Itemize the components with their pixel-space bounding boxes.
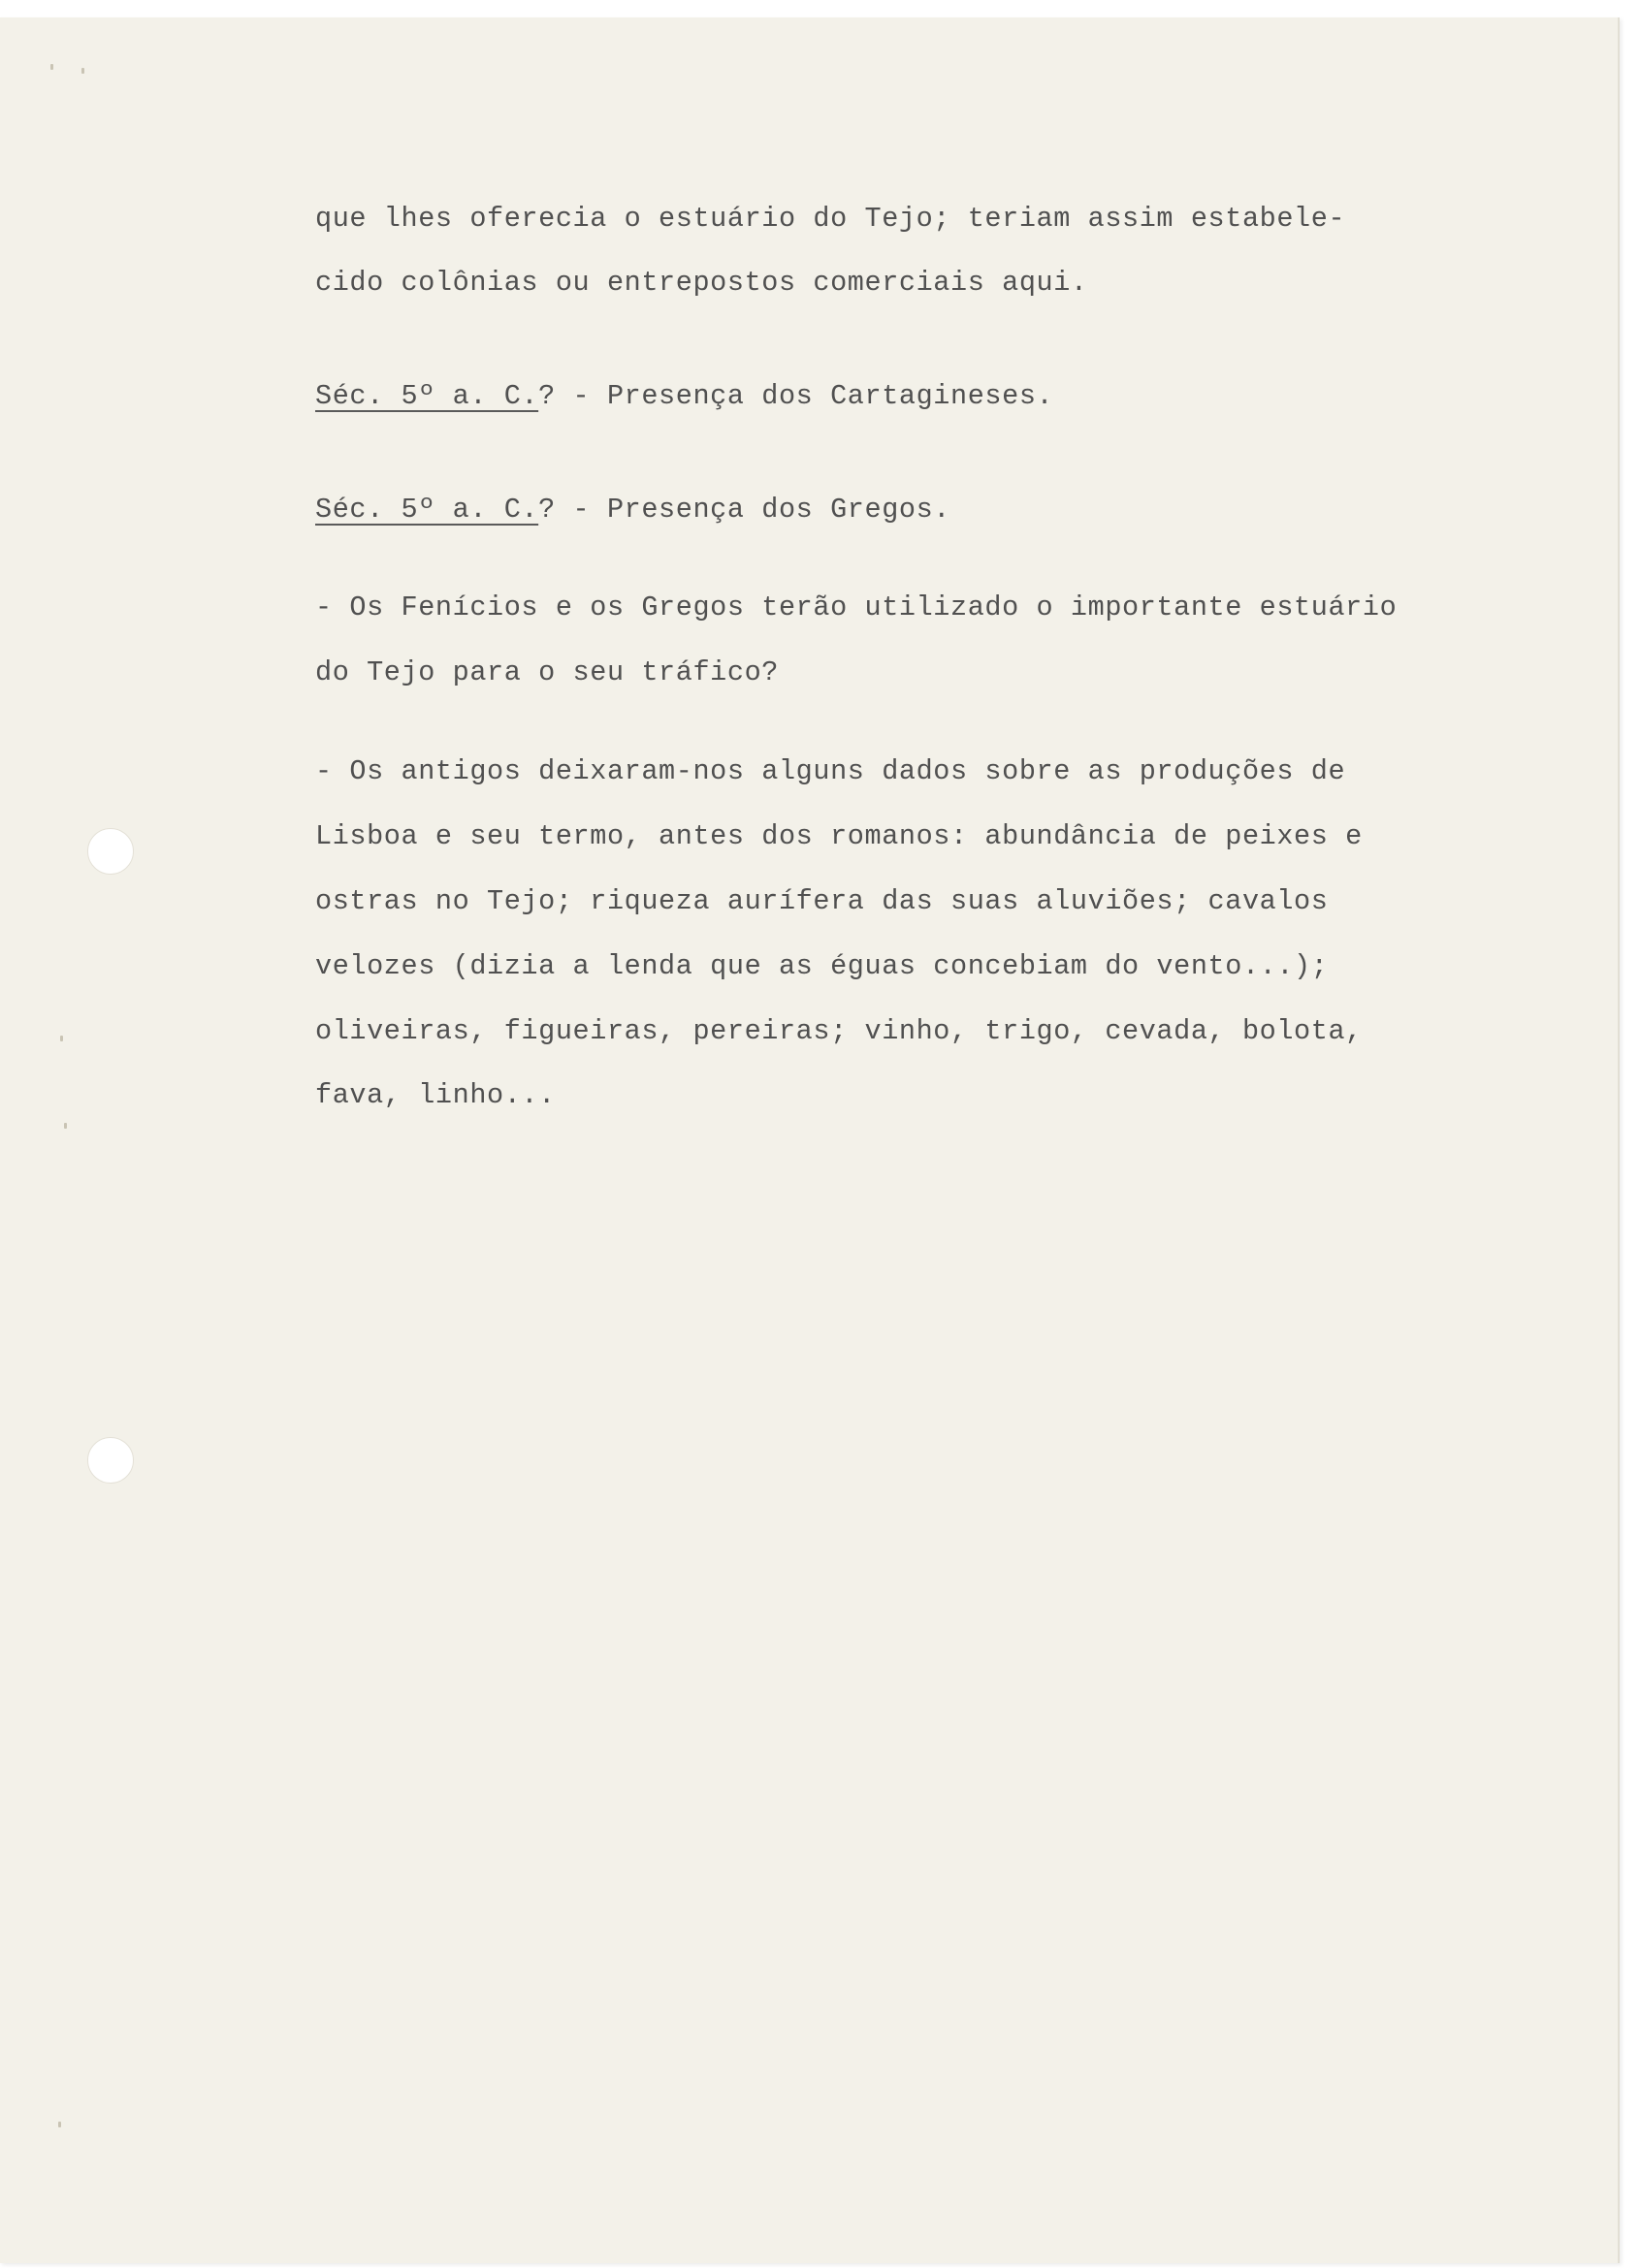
paper-sheet bbox=[0, 17, 1620, 2263]
entry-text: ? - Presença dos Gregos. bbox=[538, 494, 951, 526]
entry-text: ? - Presença dos Cartagineses. bbox=[538, 380, 1054, 412]
text-line: fava, linho... bbox=[315, 1079, 556, 1111]
text-line: ostras no Tejo; riqueza aurífera das suas aluviões; cavalos bbox=[315, 885, 1329, 917]
text-line: velozes (dizia a lenda que as éguas concebiam do vento...); bbox=[315, 950, 1329, 982]
text-line: oliveiras, figueiras, pereiras; vinho, trigo, cevada, bolota, bbox=[315, 1015, 1363, 1047]
text-line: - Os Fenícios e os Gregos terão utilizado o importante estuário bbox=[315, 591, 1398, 623]
chronology-entry bbox=[315, 496, 950, 525]
text-line: - Os antigos deixaram-nos alguns dados sobre as produções de bbox=[315, 755, 1346, 787]
paper-speck bbox=[81, 68, 84, 74]
paper-speck bbox=[58, 2122, 61, 2127]
text-line: cido colônias ou entrepostos comerciais aqui. bbox=[315, 267, 1088, 299]
paper-speck bbox=[64, 1123, 67, 1129]
text-line: do Tejo para o seu tráfico? bbox=[315, 656, 779, 688]
paper-speck bbox=[50, 64, 53, 70]
punch-hole bbox=[87, 828, 134, 875]
entry-date: Séc. 5º a. C. bbox=[315, 380, 539, 412]
punch-hole bbox=[87, 1437, 134, 1484]
paper-speck bbox=[60, 1036, 63, 1041]
text-line: que lhes oferecia o estuário do Tejo; teriam assim estabele- bbox=[315, 203, 1346, 235]
chronology-entry bbox=[315, 380, 1054, 412]
text-line: Lisboa e seu termo, antes dos romanos: abundância de peixes e bbox=[315, 820, 1363, 852]
entry-date: Séc. 5º a. C. bbox=[315, 494, 539, 526]
